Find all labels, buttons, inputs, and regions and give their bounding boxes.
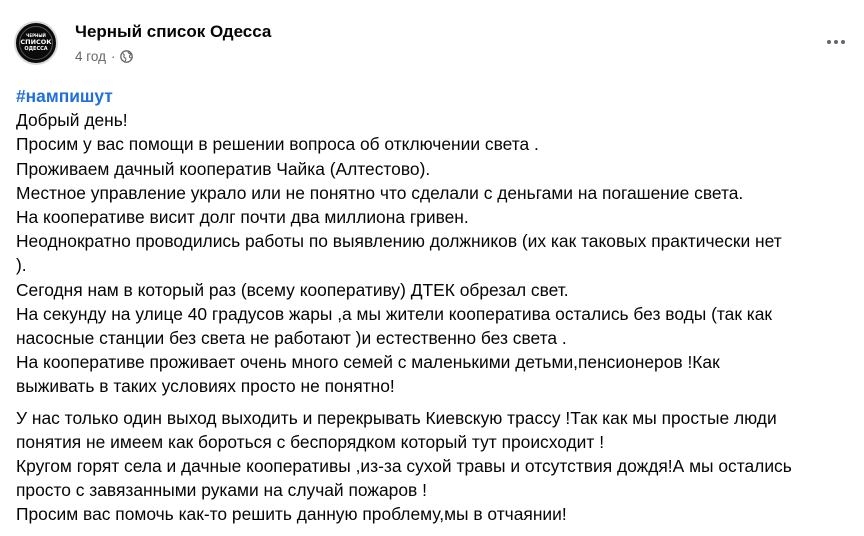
text-line: На кооперативе висит долг почти два миллиона гривен. (16, 207, 469, 228)
post-paragraph-2 (16, 406, 850, 527)
text-line: Проживаем дачный кооператив Чайка (Алтестово). (16, 158, 431, 179)
post-paragraph-1 (16, 108, 850, 398)
more-dot (834, 40, 838, 44)
globe-icon[interactable] (120, 50, 133, 63)
post-text (16, 84, 850, 527)
more-dot (841, 40, 845, 44)
post-header (0, 0, 864, 80)
text-line: На кооперативе проживает очень много семей с маленькими детьми,пенсионеров !Как (16, 352, 720, 373)
text-line: У нас только один выход выходить и перекрывать Киевскую трассу !Так как мы простые люди (16, 407, 777, 428)
post-meta (75, 49, 133, 64)
text-line: Добрый день! (16, 110, 128, 131)
text-line: На секунду на улице 40 градусов жары ,а мы жители кооператива остались без воды (так как (16, 303, 773, 324)
more-options-button[interactable] (818, 26, 854, 58)
page-name-link[interactable]: Черный список Одесса (75, 22, 272, 41)
text-line: понятия не имеем как бороться с беспорядком который тут происходит ! (16, 431, 605, 452)
text-line: Кругом горят села и дачные кооперативы ,из-за сухой травы и отсутствия дождя!А мы остались (16, 456, 792, 477)
avatar-text-line3: ОДЕССА (24, 45, 48, 52)
post-timestamp[interactable]: 4 год (75, 49, 106, 64)
text-line: Просим вас помочь как-то решить данную проблему,мы в отчаянии! (16, 504, 567, 525)
text-line: Местное управление украло или не понятно что сделали с деньгами на погашение света. (16, 182, 744, 203)
text-line: насосные станции без света не работают )и естественно без света . (16, 328, 567, 349)
more-horizontal-icon (827, 40, 831, 44)
text-line: просто с завязанными руками на случай пожаров ! (16, 480, 427, 501)
page-avatar[interactable] (14, 21, 58, 65)
text-line: Неоднократно проводились работы по выявлению должников (их как таковых практически нет (16, 231, 782, 252)
text-line: Просим у вас помощи в решении вопроса об отключении света . (16, 134, 539, 155)
hashtag-link[interactable]: #нампишут (16, 86, 113, 106)
text-line: ). (16, 255, 27, 276)
text-line: выживать в таких условиях просто не понятно! (16, 376, 395, 397)
avatar-text-line1: ЧЕРНЫЙ (26, 33, 46, 39)
avatar-text-line2: СПИСОК (20, 38, 52, 47)
meta-separator: · (110, 49, 116, 64)
text-line: Сегодня нам в который раз (всему кооперативу) ДТЕК обрезал свет. (16, 279, 569, 300)
